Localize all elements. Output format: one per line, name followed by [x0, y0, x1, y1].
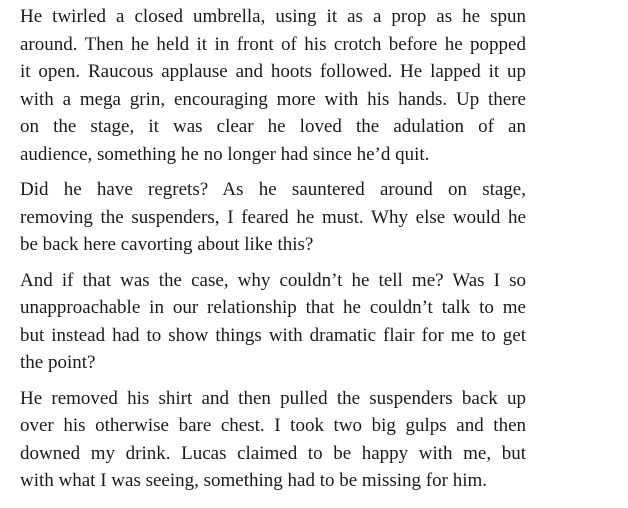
- text-line: Did he have regrets? As he sauntered around on stage,: [20, 179, 526, 200]
- text-line: the point?: [20, 352, 96, 373]
- text-line: it open. Raucous applause and hoots followed. He lapped it up: [20, 61, 526, 82]
- text-line: And if that was the case, why couldn’t he tell me? Was I so: [20, 269, 526, 291]
- text-line: He twirled a closed umbrella, using it as a prop as he spun: [20, 6, 526, 27]
- paragraph-4: [20, 385, 526, 495]
- text-line: removing the suspenders, I feared he must. Why else would he: [20, 206, 526, 228]
- paragraph-1: [20, 3, 526, 168]
- paragraph-3: [20, 267, 526, 377]
- text-line: with what I was seeing, something had to be missing for him.: [20, 470, 488, 491]
- text-line: with a mega grin, encouraging more with his hands. Up there: [20, 88, 526, 110]
- text-line: but instead had to show things with dramatic flair for me to get: [20, 324, 526, 346]
- text-line: unapproachable in our relationship that he couldn’t talk to me: [20, 297, 526, 318]
- text-line: downed my drink. Lucas claimed to be happy with me, but: [20, 442, 526, 464]
- text-line: He removed his shirt and then pulled the suspenders back up: [20, 387, 526, 409]
- document-page: [20, 3, 526, 503]
- text-line: be back here cavorting about like this?: [20, 234, 314, 255]
- text-line: audience, something he no longer had since he’d quit.: [20, 143, 430, 165]
- text-line: over his otherwise bare chest. I took two big gulps and then: [20, 415, 526, 436]
- paragraph-2: [20, 176, 526, 259]
- text-line: on the stage, it was clear he loved the adulation of an: [20, 116, 526, 137]
- text-line: around. Then he held it in front of his crotch before he popped: [20, 33, 526, 55]
